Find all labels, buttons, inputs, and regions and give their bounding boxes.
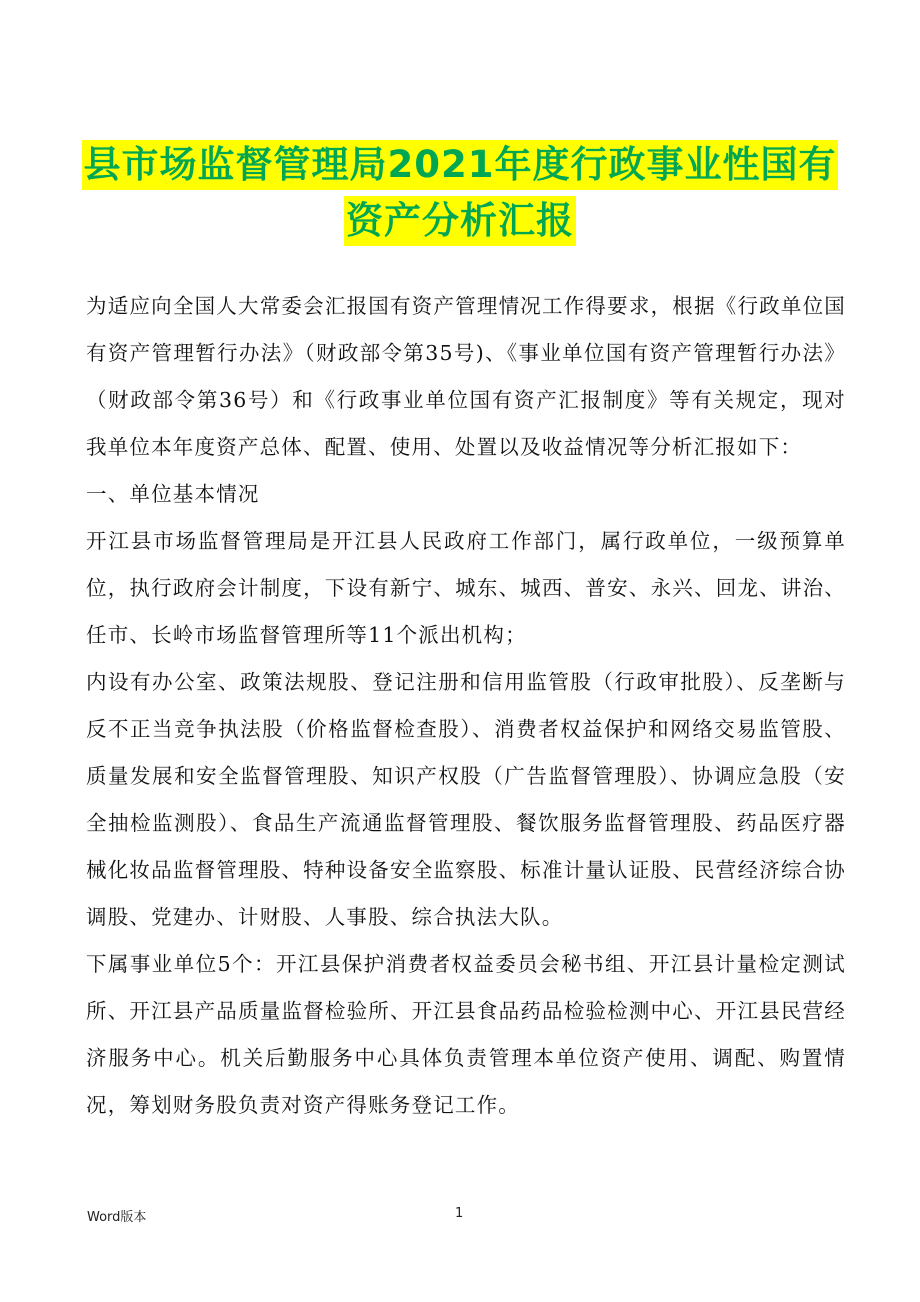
title-line-1: 县市场监督管理局2021年度行政事业性国有 [82,140,839,190]
paragraph-subordinate-units: 下属事业单位5个：开江县保护消费者权益委员会秘书组、开江县计量检定测试所、开江县产品质量监督检验所、开江县食品药品检验检测中心、开江县民营经济服务中心。机关后勤服务中心具体负责管理本单位资产使用、调配、购置情况，筹划财务股负责对资产得账务登记工作。 [86,952,846,1117]
footer-label: Word版本 [87,1210,147,1225]
page-number: 1 [455,1206,464,1221]
section-heading: 一、单位基本情况 [86,482,260,506]
document-title [0,140,920,246]
title-line-2: 资产分析汇报 [344,196,576,246]
paragraph-unit-overview: 开江县市场监督管理局是开江县人民政府工作部门，属行政单位，一级预算单位，执行政府会计制度，下设有新宁、城东、城西、普安、永兴、回龙、讲治、任市、长岭市场监督管理所等11个派出机构； [86,529,846,647]
paragraph-internal-departments: 内设有办公室、政策法规股、登记注册和信用监管股（行政审批股）、反垄断与反不正当竞争执法股（价格监督检查股）、消费者权益保护和网络交易监管股、质量发展和安全监督管理股、知识产权股（广告监督管理股）、协调应急股（安全抽检监测股）、食品生产流通监督管理股、餐饮服务监督管理股、药品医疗器械化妆品监督管理股、特种设备安全监察股、标准计量认证股、民营经济综合协调股、党建办、计财股、人事股、综合执法大队。 [86,670,846,929]
paragraph-intro: 为适应向全国人大常委会汇报国有资产管理情况工作得要求，根据《行政单位国有资产管理暂行办法》（财政部令第35号)、《事业单位国有资产管理暂行办法》（财政部令第36号）和《行政事业单位国有资产汇报制度》等有关规定，现对我单位本年度资产总体、配置、使用、处置以及收益情况等分析汇报如下： [86,294,846,459]
document-body [86,283,846,1129]
